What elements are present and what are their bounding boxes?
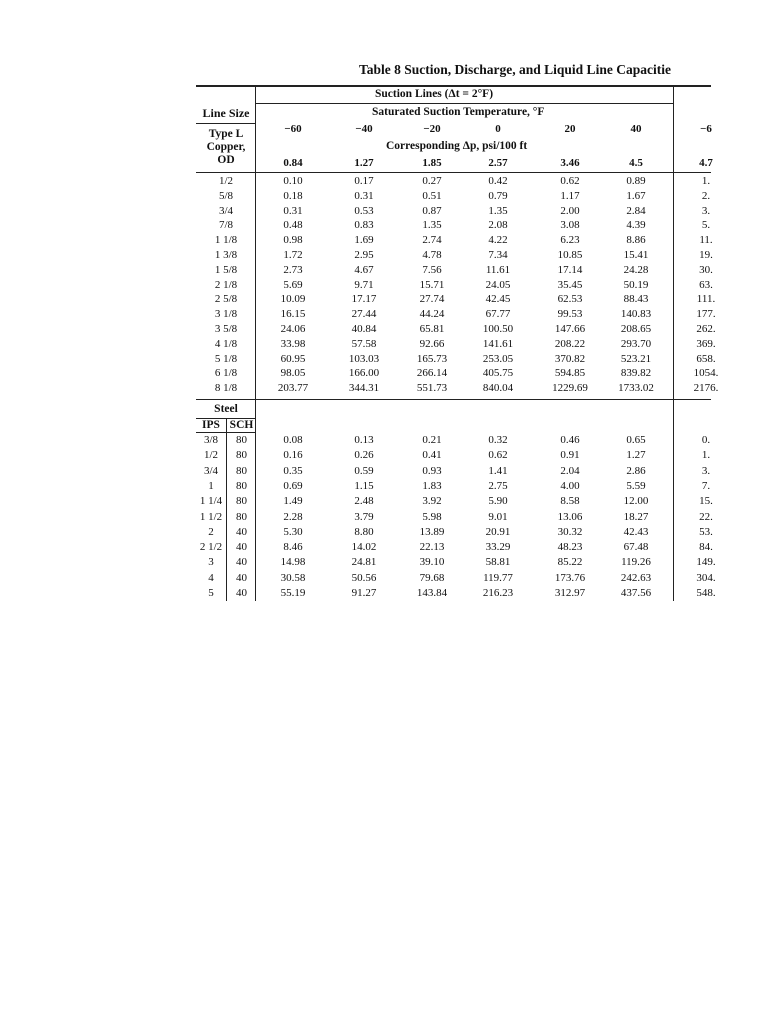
capacity-cell: 16.15 — [280, 308, 306, 321]
temperature-header-cell: 40 — [630, 123, 642, 135]
capacity-cell: 99.53 — [557, 308, 583, 321]
capacity-cell: 3.08 — [560, 219, 580, 232]
capacity-cell: 2.84 — [626, 204, 646, 217]
capacity-cell: 262. — [696, 323, 716, 335]
steel-ips-cell: 3/8 — [203, 434, 219, 446]
capacity-cell: 293.70 — [620, 337, 652, 350]
capacity-cell: 0.41 — [422, 449, 442, 462]
steel-sch-cell: 40 — [236, 571, 247, 584]
capacity-cell: 60.95 — [280, 352, 306, 365]
capacity-cell: 119.26 — [621, 556, 651, 569]
capacity-cell: 141.61 — [482, 337, 514, 350]
capacity-cell: 143.84 — [416, 587, 448, 599]
capacity-cell: 11.61 — [485, 263, 511, 276]
capacity-cell: 147.66 — [554, 323, 586, 335]
sst-header: Saturated Suction Temperature, °F — [372, 106, 545, 118]
capacity-cell: 0.48 — [283, 219, 303, 232]
capacity-cell: 0.89 — [626, 175, 646, 187]
capacity-cell: 2.48 — [354, 495, 374, 508]
copper-size-cell: 3/4 — [218, 204, 234, 217]
capacity-cell: 208.22 — [554, 337, 586, 350]
capacity-cell: 9.01 — [488, 510, 508, 523]
line-size-header: Line Size — [202, 106, 250, 120]
capacity-cell: 0.62 — [488, 449, 508, 462]
capacity-cell: 5.98 — [422, 510, 442, 523]
copper-size-cell: 3 1/8 — [214, 308, 238, 321]
capacity-cell: 165.73 — [416, 352, 448, 365]
sch-header: SCH — [229, 419, 254, 431]
capacity-cell: 216.23 — [482, 587, 514, 599]
capacity-cell: 5.90 — [488, 495, 508, 508]
capacity-cell: 0.10 — [283, 175, 303, 187]
capacity-cell: 2.04 — [560, 464, 580, 477]
steel-sch-cell: 40 — [236, 541, 247, 554]
capacity-cell: 42.43 — [623, 525, 649, 538]
steel-sch-cell: 40 — [236, 587, 247, 599]
capacity-cell: 15.71 — [419, 278, 445, 291]
temperature-header-cell: −6 — [700, 123, 712, 135]
table-top-rule — [196, 85, 711, 87]
capacity-cell: 3.92 — [422, 495, 442, 508]
capacity-cell: 5.69 — [283, 278, 303, 291]
capacity-cell: 42.45 — [485, 293, 511, 306]
capacity-cell: 50.56 — [351, 571, 377, 584]
capacity-cell: 4.00 — [560, 479, 580, 492]
temperature-header-cell: −60 — [284, 123, 302, 135]
capacity-cell: 2.86 — [626, 464, 646, 477]
capacity-cell: 0.91 — [560, 449, 580, 462]
capacity-cell: 242.63 — [620, 571, 652, 584]
copper-size-cell: 8 1/8 — [214, 382, 238, 395]
capacity-cell: 1.72 — [283, 249, 303, 261]
capacity-cell: 0.31 — [354, 189, 374, 202]
capacity-cell: 1.69 — [354, 234, 374, 247]
capacity-cell: 8.86 — [626, 234, 646, 247]
steel-sch-cell: 80 — [236, 464, 247, 477]
capacity-cell: 103.03 — [348, 352, 380, 365]
type-l-copper-header: Type L Copper, OD — [206, 128, 246, 166]
capacity-cell: 14.02 — [351, 541, 377, 554]
capacity-cell: 0.17 — [354, 175, 374, 187]
capacity-cell: 0.08 — [283, 434, 303, 446]
capacity-cell: 65.81 — [419, 323, 445, 335]
capacity-cell: 19. — [699, 249, 713, 261]
capacity-cell: 88.43 — [623, 293, 649, 306]
capacity-cell: 0.31 — [283, 204, 303, 217]
steel-header: Steel — [214, 403, 238, 415]
steel-sch-cell: 80 — [236, 449, 247, 462]
capacity-cell: 312.97 — [554, 587, 586, 599]
capacity-cell: 18.27 — [623, 510, 649, 523]
pressure-drop-cell: 4.5 — [629, 157, 643, 169]
capacity-cell: 14.98 — [280, 556, 306, 569]
capacity-cell: 0.62 — [560, 175, 580, 187]
capacity-cell: 6.23 — [560, 234, 580, 247]
capacity-cell: 35.45 — [557, 278, 583, 291]
capacity-cell: 62.53 — [557, 293, 583, 306]
capacity-cell: 173.76 — [554, 571, 586, 584]
capacity-cell: 11. — [699, 234, 713, 247]
capacity-cell: 50.19 — [623, 278, 649, 291]
steel-sch-cell: 80 — [236, 479, 247, 492]
capacity-cell: 8.58 — [560, 495, 580, 508]
capacity-cell: 24.81 — [351, 556, 377, 569]
copper-size-cell: 1/2 — [218, 175, 234, 187]
capacity-cell: 3.79 — [354, 510, 374, 523]
capacity-cell: 0.42 — [488, 175, 508, 187]
copper-size-cell: 1 1/8 — [214, 234, 238, 247]
copper-size-cell: 1 5/8 — [214, 263, 238, 276]
suction-header-rule — [255, 103, 673, 104]
pressure-drop-cell: 3.46 — [560, 157, 580, 169]
capacity-cell: 0.18 — [283, 189, 303, 202]
copper-size-cell: 2 5/8 — [214, 293, 238, 306]
capacity-cell: 140.83 — [620, 308, 652, 321]
capacity-cell: 12.00 — [623, 495, 649, 508]
capacity-cell: 2.08 — [488, 219, 508, 232]
capacity-cell: 166.00 — [348, 367, 380, 380]
capacity-cell: 33.29 — [485, 541, 511, 554]
capacity-cell: 1.17 — [560, 189, 580, 202]
capacity-cell: 0. — [701, 434, 711, 446]
capacity-cell: 2.74 — [422, 234, 442, 247]
capacity-cell: 1.15 — [354, 479, 374, 492]
capacity-cell: 22.13 — [419, 541, 445, 554]
capacity-cell: 17.17 — [351, 293, 377, 306]
capacity-cell: 98.05 — [280, 367, 306, 380]
capacity-cell: 548. — [696, 587, 716, 599]
copper-size-cell: 5 1/8 — [214, 352, 238, 365]
capacity-cell: 0.35 — [283, 464, 303, 477]
steel-ips-cell: 1 — [208, 479, 214, 492]
capacity-cell: 24.06 — [280, 323, 306, 335]
capacity-cell: 437.56 — [620, 587, 652, 599]
capacity-cell: 5.30 — [283, 525, 303, 538]
capacity-cell: 2.28 — [283, 510, 303, 523]
capacity-cell: 2.73 — [283, 263, 303, 276]
capacity-cell: 266.14 — [416, 367, 448, 380]
capacity-cell: 2. — [701, 189, 711, 202]
capacity-cell: 0.83 — [354, 219, 374, 232]
capacity-cell: 15.41 — [623, 249, 649, 261]
capacity-cell: 1.67 — [626, 189, 646, 202]
capacity-cell: 1. — [701, 449, 711, 462]
capacity-cell: 2.75 — [488, 479, 508, 492]
temperature-header-cell: 20 — [564, 123, 576, 135]
capacity-cell: 370.82 — [554, 352, 586, 365]
capacity-cell: 27.44 — [351, 308, 377, 321]
pressure-drop-header: Corresponding Δp, psi/100 ft — [386, 140, 528, 152]
suction-lines-header: Suction Lines (Δt = 2°F) — [375, 88, 494, 100]
steel-ips-cell: 1 1/4 — [199, 495, 223, 508]
steel-sch-cell: 80 — [236, 495, 247, 508]
capacity-cell: 13.06 — [557, 510, 583, 523]
capacity-cell: 85.22 — [557, 556, 583, 569]
capacity-cell: 24.05 — [485, 278, 511, 291]
capacity-cell: 67.48 — [623, 541, 649, 554]
pressure-drop-cell: 1.85 — [422, 157, 442, 169]
capacity-cell: 1054. — [693, 367, 719, 380]
capacity-cell: 44.24 — [419, 308, 445, 321]
pressure-drop-cell: 1.27 — [354, 157, 374, 169]
temperature-header-cell: −40 — [355, 123, 373, 135]
capacity-cell: 40.84 — [351, 323, 377, 335]
copper-size-cell: 1 3/8 — [214, 249, 238, 261]
capacity-cell: 22. — [699, 510, 713, 523]
capacity-cell: 39.10 — [419, 556, 445, 569]
steel-ips-cell: 3 — [208, 556, 214, 569]
capacity-cell: 58.81 — [485, 556, 511, 569]
capacity-cell: 0.65 — [626, 434, 646, 446]
header-bottom-rule — [196, 172, 711, 173]
capacity-cell: 0.26 — [354, 449, 374, 462]
capacity-cell: 4.78 — [422, 249, 442, 261]
capacity-cell: 67.77 — [485, 308, 511, 321]
capacity-cell: 100.50 — [482, 323, 514, 335]
capacity-cell: 57.58 — [351, 337, 377, 350]
steel-sch-cell: 80 — [236, 434, 247, 446]
capacity-cell: 344.31 — [348, 382, 380, 395]
capacity-cell: 177. — [696, 308, 716, 321]
capacity-cell: 91.27 — [351, 587, 377, 599]
capacity-cell: 20.91 — [485, 525, 511, 538]
pressure-drop-cell: 4.7 — [699, 157, 713, 169]
capacity-cell: 523.21 — [620, 352, 652, 365]
capacity-cell: 1.35 — [488, 204, 508, 217]
capacity-cell: 0.59 — [354, 464, 374, 477]
capacity-cell: 369. — [696, 337, 716, 350]
capacity-cell: 53. — [699, 525, 713, 538]
capacity-cell: 55.19 — [280, 587, 306, 599]
capacity-cell: 405.75 — [482, 367, 514, 380]
copper-size-cell: 4 1/8 — [214, 337, 238, 350]
capacity-cell: 0.69 — [283, 479, 303, 492]
capacity-cell: 30.58 — [280, 571, 306, 584]
capacity-cell: 7.56 — [422, 263, 442, 276]
capacity-cell: 1. — [701, 175, 711, 187]
capacity-cell: 0.53 — [354, 204, 374, 217]
capacity-cell: 5.59 — [626, 479, 646, 492]
capacity-cell: 5. — [701, 219, 711, 232]
capacity-cell: 0.16 — [283, 449, 303, 462]
capacity-cell: 2176. — [693, 382, 719, 395]
capacity-cell: 84. — [699, 541, 713, 554]
capacity-cell: 13.89 — [419, 525, 445, 538]
steel-ips-cell: 1 1/2 — [199, 510, 223, 523]
capacity-cell: 27.74 — [419, 293, 445, 306]
steel-sch-cell: 40 — [236, 525, 247, 538]
capacity-cell: 0.27 — [422, 175, 442, 187]
capacity-cell: 30. — [699, 263, 713, 276]
capacity-cell: 658. — [696, 352, 716, 365]
capacity-cell: 208.65 — [620, 323, 652, 335]
pressure-drop-cell: 0.84 — [283, 157, 303, 169]
capacity-cell: 253.05 — [482, 352, 514, 365]
capacity-cell: 2.00 — [560, 204, 580, 217]
copper-size-cell: 3 5/8 — [214, 323, 238, 335]
capacity-cell: 0.87 — [422, 204, 442, 217]
line-size-rule — [196, 123, 256, 124]
capacity-cell: 0.98 — [283, 234, 303, 247]
capacity-cell: 0.79 — [488, 189, 508, 202]
steel-sch-cell: 40 — [236, 556, 247, 569]
capacity-cell: 839.82 — [620, 367, 652, 380]
capacity-cell: 9.71 — [354, 278, 374, 291]
capacity-cell: 3. — [701, 464, 711, 477]
capacity-cell: 1.41 — [488, 464, 508, 477]
capacity-cell: 4.39 — [626, 219, 646, 232]
capacity-cell: 4.22 — [488, 234, 508, 247]
copper-size-cell: 6 1/8 — [214, 367, 238, 380]
capacity-cell: 30.32 — [557, 525, 583, 538]
capacity-cell: 0.51 — [422, 189, 442, 202]
capacity-cell: 15. — [699, 495, 713, 508]
capacity-cell: 7.34 — [488, 249, 508, 261]
capacity-cell: 4.67 — [354, 263, 374, 276]
capacity-cell: 0.13 — [354, 434, 374, 446]
capacity-cell: 1.35 — [422, 219, 442, 232]
capacity-cell: 3. — [701, 204, 711, 217]
copper-size-cell: 2 1/8 — [214, 278, 238, 291]
steel-ips-cell: 5 — [208, 587, 214, 599]
capacity-cell: 0.46 — [560, 434, 580, 446]
capacity-cell: 48.23 — [557, 541, 583, 554]
capacity-cell: 1229.69 — [552, 382, 588, 395]
capacity-cell: 594.85 — [554, 367, 586, 380]
capacity-cell: 10.85 — [557, 249, 583, 261]
steel-ips-cell: 2 — [208, 525, 214, 538]
capacity-cell: 17.14 — [557, 263, 583, 276]
capacity-cell: 0.21 — [422, 434, 442, 446]
capacity-cell: 79.68 — [419, 571, 445, 584]
steel-sch-cell: 80 — [236, 510, 247, 523]
capacity-cell: 111. — [696, 293, 716, 306]
capacity-cell: 8.46 — [283, 541, 303, 554]
temperature-header-cell: 0 — [495, 123, 501, 135]
capacity-cell: 2.95 — [354, 249, 374, 261]
capacity-cell: 551.73 — [416, 382, 448, 395]
copper-size-cell: 7/8 — [218, 219, 234, 232]
capacity-cell: 0.93 — [422, 464, 442, 477]
pressure-drop-cell: 2.57 — [488, 157, 508, 169]
capacity-cell: 840.04 — [482, 382, 514, 395]
capacity-cell: 10.09 — [280, 293, 306, 306]
temperature-header-cell: −20 — [423, 123, 441, 135]
capacity-cell: 92.66 — [419, 337, 445, 350]
copper-size-cell: 5/8 — [218, 189, 234, 202]
capacity-cell: 1.49 — [283, 495, 303, 508]
capacity-cell: 1.27 — [626, 449, 646, 462]
capacity-cell: 149. — [696, 556, 716, 569]
capacity-cell: 7. — [701, 479, 711, 492]
capacity-cell: 33.98 — [280, 337, 306, 350]
ips-header: IPS — [202, 419, 220, 431]
capacity-cell: 1.83 — [422, 479, 442, 492]
capacity-cell: 24.28 — [623, 263, 649, 276]
table-title: Table 8 Suction, Discharge, and Liquid Line Capacitie — [359, 62, 671, 77]
copper-bottom-rule — [196, 399, 711, 400]
capacity-cell: 63. — [699, 278, 713, 291]
steel-ips-cell: 4 — [208, 571, 214, 584]
capacity-cell: 119.77 — [483, 571, 513, 584]
capacity-cell: 203.77 — [277, 382, 309, 395]
steel-ips-cell: 2 1/2 — [199, 541, 223, 554]
capacity-cell: 8.80 — [354, 525, 374, 538]
steel-ips-cell: 1/2 — [203, 449, 219, 462]
capacity-cell: 1733.02 — [618, 382, 654, 395]
capacity-cell: 0.32 — [488, 434, 508, 446]
capacity-cell: 304. — [696, 571, 716, 584]
steel-ips-cell: 3/4 — [203, 464, 219, 477]
